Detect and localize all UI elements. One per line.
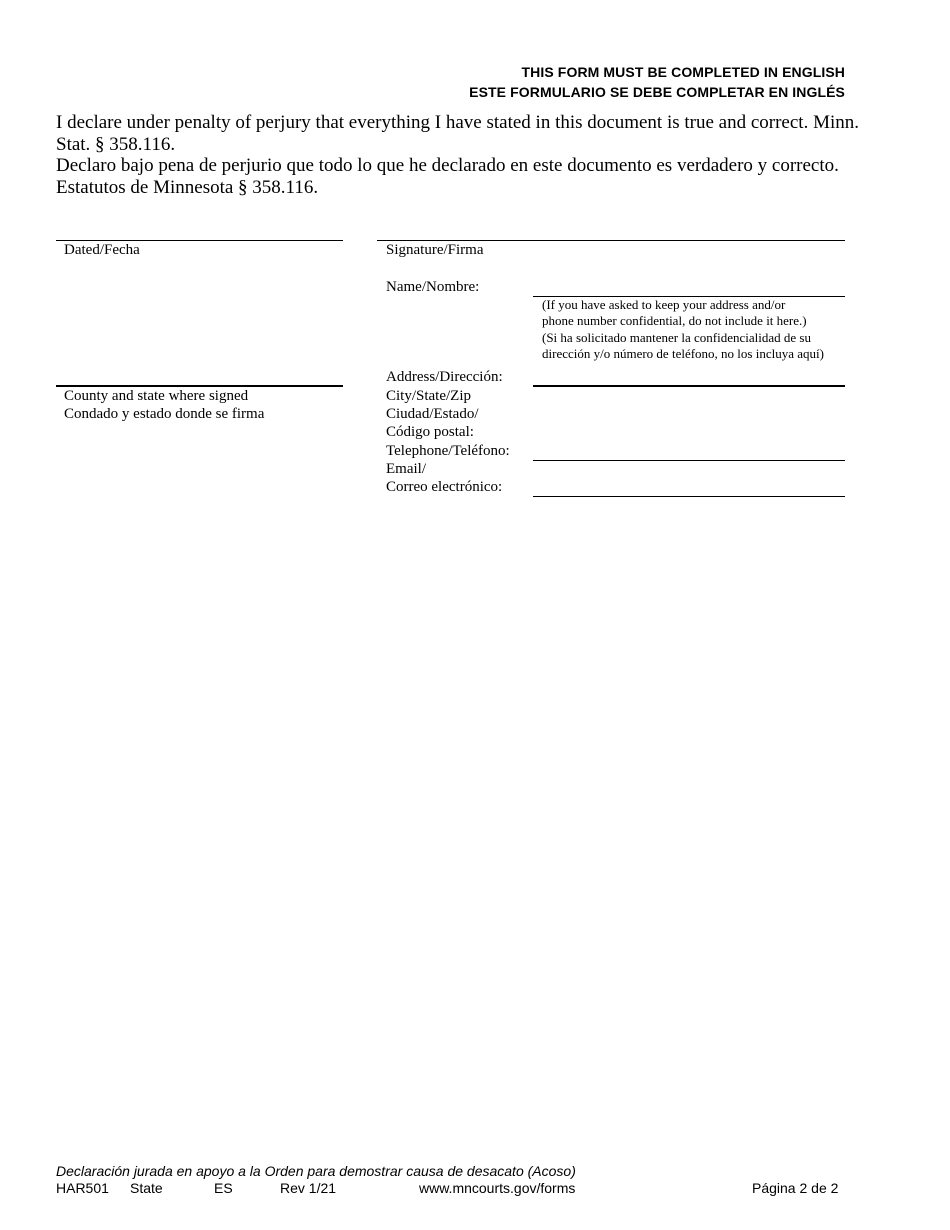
language-code: ES (214, 1180, 233, 1196)
county-label-spanish: Condado y estado donde se firma (64, 406, 265, 422)
forms-url: www.mncourts.gov/forms (419, 1180, 576, 1196)
city-state-zip-label: City/State/Zip (386, 388, 471, 404)
revision: Rev 1/21 (280, 1180, 337, 1196)
language-notice-spanish: ESTE FORMULARIO SE DEBE COMPLETAR EN INGLÉS (469, 84, 845, 100)
city-state-zip-label-es: Ciudad/Estado/ (386, 406, 479, 422)
signature-label: Signature/Firma (386, 242, 484, 258)
address-label: Address/Dirección: (386, 369, 503, 385)
page-number: Página 2 de 2 (752, 1180, 839, 1196)
form-id: HAR501 (56, 1180, 109, 1196)
note-line: (If you have asked to keep your address and/or (542, 297, 786, 312)
name-label: Name/Nombre: (386, 279, 480, 295)
note-line: dirección y/o número de teléfono, no los incluya aquí) (542, 345, 824, 361)
telephone-label: Telephone/Teléfono: (386, 443, 510, 459)
language-notice-english: THIS FORM MUST BE COMPLETED IN ENGLISH (521, 64, 845, 80)
confidentiality-note (542, 297, 824, 362)
date-label: Dated/Fecha (64, 242, 140, 258)
address-field-line[interactable] (533, 385, 845, 387)
telephone-field-line[interactable] (533, 460, 845, 461)
form-title: Declaración jurada en apoyo a la Orden para demostrar causa de desacato (Acoso) (56, 1163, 576, 1179)
postal-code-label-es: Código postal: (386, 424, 474, 440)
email-field-line[interactable] (533, 496, 845, 497)
email-label-es: Correo electrónico: (386, 479, 503, 495)
note-line: phone number confidential, do not include it here.) (542, 313, 807, 329)
declaration-spanish: Declaro bajo pena de perjurio que todo lo que he declarado en este documento es verdadero y correcto. Estatutos de Minnesota § 358.116. (56, 155, 839, 198)
perjury-declaration (56, 112, 898, 198)
language-notice (469, 62, 845, 102)
note-line: (Si ha solicitado mantener la confidencialidad de su (542, 329, 811, 345)
declaration-english: I declare under penalty of perjury that everything I have stated in this document is true and correct. Minn. Stat. § 358.116. (56, 112, 860, 155)
email-label: Email/ (386, 461, 426, 477)
county-label-english: County and state where signed (64, 388, 249, 404)
jurisdiction: State (130, 1180, 163, 1196)
